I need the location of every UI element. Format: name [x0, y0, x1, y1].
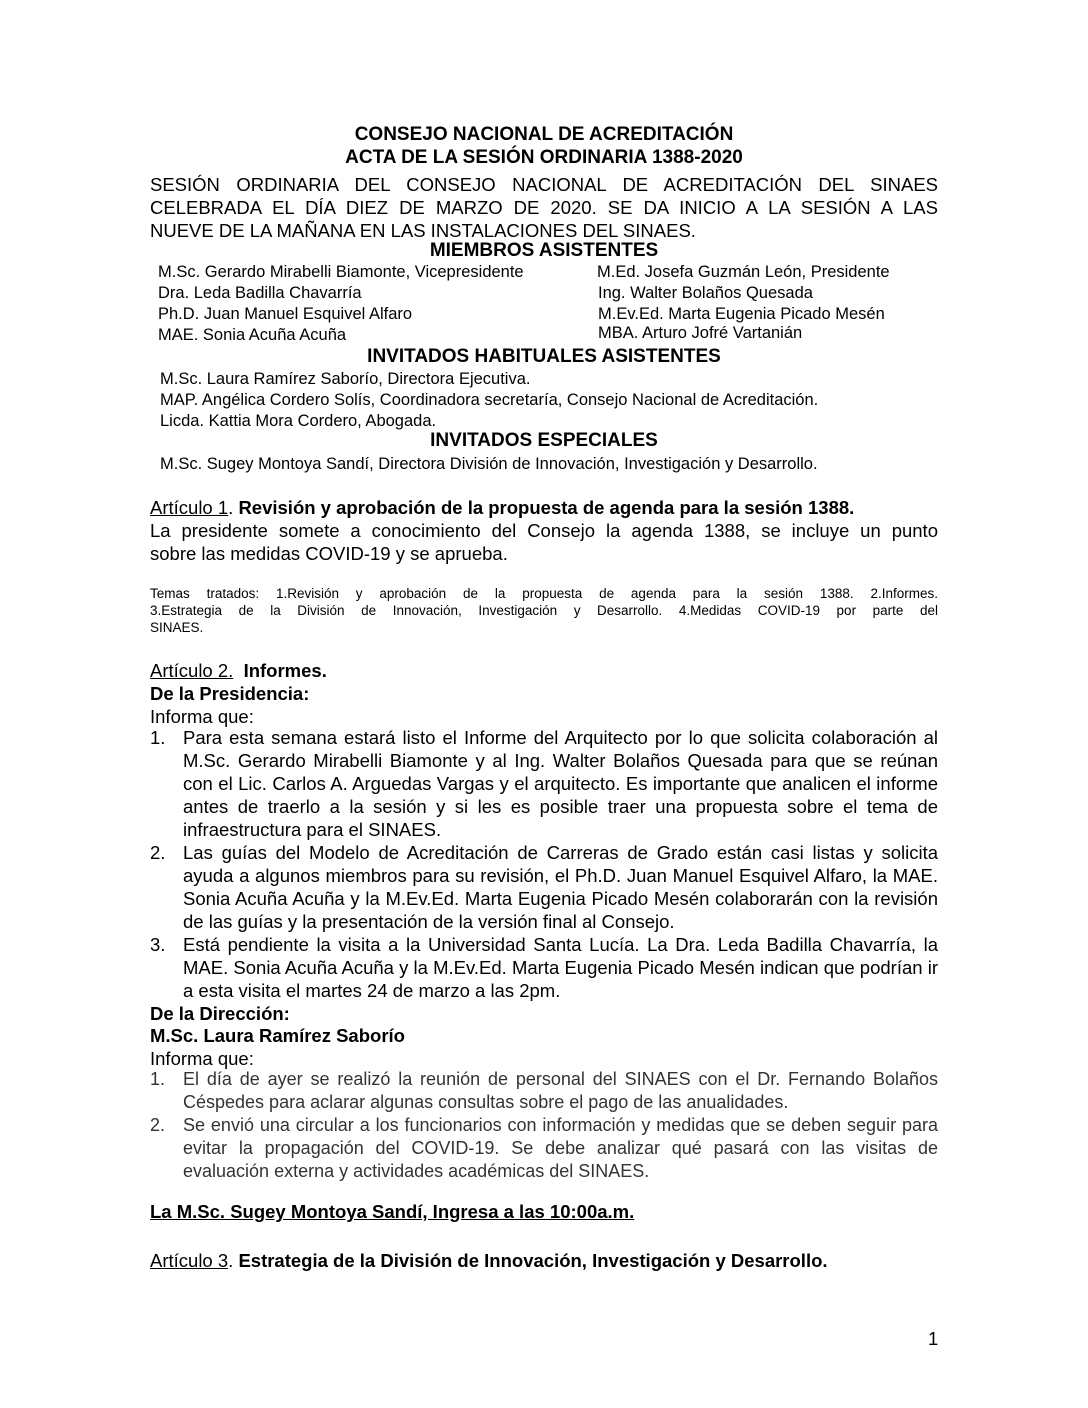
list-item [150, 841, 938, 933]
direction-list [150, 1068, 938, 1183]
list-text: El día de ayer se realizó la reunión de personal del SINAES con el Dr. Fernando Bolaños Céspedes para aclarar algunas consultas sobre el pago de las anualidades. [183, 1069, 938, 1112]
director-name: M.Sc. Laura Ramírez Saborío [150, 1025, 405, 1046]
article-2-label: Artículo 2. [150, 660, 234, 681]
article-3-label: Artículo 3 [150, 1250, 229, 1271]
list-item [150, 1068, 938, 1114]
list-number: 2. [150, 1115, 166, 1135]
member-left-1: M.Sc. Gerardo Mirabelli Biamonte, Vicepresidente [158, 263, 524, 281]
article-3-title: Estrategia de la División de Innovación, Investigación y Desarrollo. [238, 1250, 828, 1271]
topics-line-1: Temas tratados: 1.Revisión y aprobación de la propuesta de agenda para la sesión 1388. 2.Informes. [150, 586, 938, 601]
topics-line-2: 3.Estrategia de la División de Innovación, Investigación y Desarrollo. 4.Medidas COVID-19 por parte del [150, 603, 938, 618]
session-title: ACTA DE LA SESIÓN ORDINARIA 1388-2020 [345, 147, 743, 168]
members-heading: MIEMBROS ASISTENTES [429, 240, 659, 261]
list-text: Las guías del Modelo de Acreditación de Carreras de Grado están casi listas y solicita ayuda a algunos miembros para su revisión, el Ph.D. Juan Manuel Esquivel Alfaro, la MAE. Sonia Acuña Acuña y la M.Ev.Ed. Marta Eugenia Picado Mesén colaborarán con la revisión de las guías y la presentación de la versión final al Consejo. [183, 842, 938, 932]
special-guest-1: M.Sc. Sugey Montoya Sandí, Directora División de Innovación, Investigación y Desarrollo. [160, 455, 818, 473]
intro-line-3: NUEVE DE LA MAÑANA EN LAS INSTALACIONES DEL SINAES. [150, 220, 696, 241]
intro-line-2: CELEBRADA EL DÍA DIEZ DE MARZO DE 2020. SE DA INICIO A LA SESIÓN A LAS [150, 197, 938, 218]
direction-heading: De la Dirección: [150, 1003, 290, 1024]
entry-note: La M.Sc. Sugey Montoya Sandí, Ingresa a las 10:00a.m. [150, 1201, 635, 1222]
guest-1: M.Sc. Laura Ramírez Saborío, Directora Ejecutiva. [160, 370, 531, 388]
member-right-4: MBA. Arturo Jofré Vartanián [598, 324, 803, 342]
article-3-heading: Artículo 3. Estrategia de la División de Innovación, Investigación y Desarrollo. [150, 1250, 828, 1271]
page-number: 1 [928, 1328, 939, 1349]
presidency-heading: De la Presidencia: [150, 683, 310, 704]
presidency-informa: Informa que: [150, 706, 254, 727]
article-1-heading: Artículo 1. Revisión y aprobación de la propuesta de agenda para la sesión 1388. [150, 497, 855, 518]
list-text: Está pendiente la visita a la Universidad Santa Lucía. La Dra. Leda Badilla Chavarría, la MAE. Sonia Acuña Acuña y la M.Ev.Ed. Marta Eugenia Picado Mesén indican que podrían ir a esta visita el martes 24 de marzo a las 2pm. [183, 934, 938, 1001]
member-right-1: M.Ed. Josefa Guzmán León, Presidente [597, 263, 890, 281]
list-number: 1. [150, 1069, 166, 1089]
article-1-title: Revisión y aprobación de la propuesta de agenda para la sesión 1388. [238, 497, 855, 518]
special-guests-heading: INVITADOS ESPECIALES [430, 430, 658, 451]
intro-line-1: SESIÓN ORDINARIA DEL CONSEJO NACIONAL DE ACREDITACIÓN DEL SINAES [150, 174, 938, 195]
list-text: Para esta semana estará listo el Informe del Arquitecto por lo que solicita colaboración al M.Sc. Gerardo Mirabelli Biamonte y al Ing. Walter Bolaños Quesada para que se reúnan con el Lic. Carlos A. Arguedas Vargas y el arquitecto. Es importante que analicen el informe antes de traerlo a la sesión y si les es posible traer una propuesta sobre el tema de infraestructura para el SINAES. [183, 727, 938, 840]
guest-3: Licda. Kattia Mora Cordero, Abogada. [160, 412, 437, 430]
guest-2: MAP. Angélica Cordero Solís, Coordinadora secretaría, Consejo Nacional de Acreditación. [160, 391, 819, 409]
list-item [150, 1114, 938, 1183]
list-number: 1. [150, 727, 166, 748]
article-1-line-1: La presidente somete a conocimiento del Consejo la agenda 1388, se incluye un punto [150, 520, 938, 541]
member-left-3: Ph.D. Juan Manuel Esquivel Alfaro [158, 305, 413, 323]
article-1-line-2: sobre las medidas COVID-19 y se aprueba. [150, 543, 508, 564]
member-right-3: M.Ev.Ed. Marta Eugenia Picado Mesén [598, 305, 885, 323]
list-text: Se envió una circular a los funcionarios con información y medidas que se deben seguir para evitar la propagación del COVID-19. Se debe analizar qué pasará con las visitas de evaluación externa y actividades académicas del SINAES. [183, 1115, 938, 1181]
list-number: 2. [150, 842, 166, 863]
guests-heading: INVITADOS HABITUALES ASISTENTES [367, 346, 721, 367]
member-left-2: Dra. Leda Badilla Chavarría [158, 284, 362, 302]
list-item [150, 726, 938, 841]
article-1-label: Artículo 1 [150, 497, 229, 518]
list-item [150, 933, 938, 1002]
member-left-4: MAE. Sonia Acuña Acuña [158, 326, 347, 344]
list-number: 3. [150, 934, 166, 955]
topics-line-3: SINAES. [150, 620, 204, 635]
presidency-list [150, 726, 938, 1002]
direction-informa: Informa que: [150, 1048, 254, 1069]
article-2-title: Informes. [243, 660, 327, 681]
member-right-2: Ing. Walter Bolaños Quesada [598, 284, 813, 302]
document-title: CONSEJO NACIONAL DE ACREDITACIÓN [354, 124, 734, 145]
article-2-heading [150, 659, 327, 682]
